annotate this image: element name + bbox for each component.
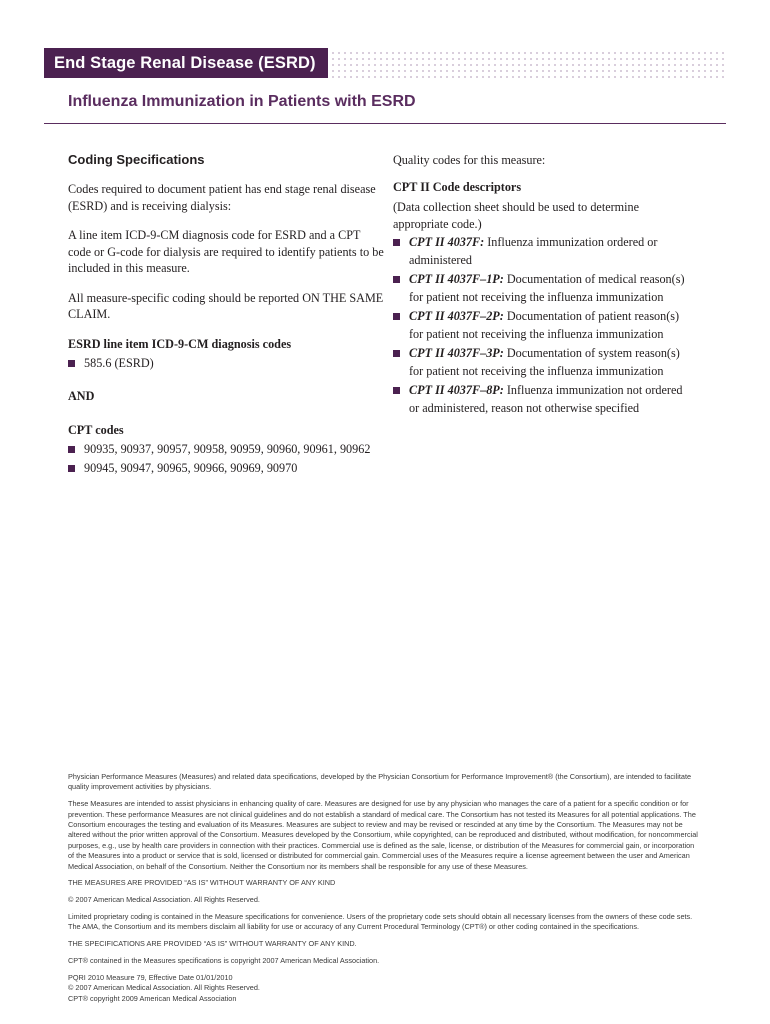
square-bullet-icon: [393, 350, 400, 357]
left-column: [68, 152, 386, 493]
footer-paragraph: CPT® contained in the Measures specifications is copyright 2007 American Medical Association.: [68, 956, 380, 966]
list-item: [393, 234, 693, 269]
descriptors-heading: CPT II Code descriptors: [393, 179, 522, 194]
footer-paragraph: These Measures are intended to assist physicians in enhancing quality of care. Measures are designed for use by any physician who manages the care of a patient for a specific condition or for prevention. These performance Measures are not clinical guidelines and do not establish a standard of medical care. The Consortium has not tested its Measures for all potential applications. The Consortium encourages the testing and evaluation of its Measures. Measures are subject to review and may be revised or rescinded at any time by the Consortium. The Measures may not be altered without the prior written approval of the Consortium. Measures developed by the Consortium, while copyrighted, can be reproduced and distributed, without modification, for noncommercial purposes, e.g., use by health care providers in connection with their practices. Commercial use is defined as the sale, license, or distribution of the Measures for commercial gain, or incorporation of the Measures into a product or service that is sold, licensed or distributed for commercial gain. Commercial uses of the Measures require a license agreement between the user and American Medical Association, on behalf of the Consortium. Neither the Consortium nor its members shall be responsible for any use of these Measures.: [68, 799, 698, 871]
and-conjunction: AND: [68, 388, 95, 403]
footer-measure-info: PQRI 2010 Measure 79, Effective Date 01/01/2010: [68, 972, 233, 982]
code-description: Documentation of medical reason(s) for patient not receiving the influenza immunization: [409, 272, 685, 304]
code-id: CPT II 4037F–3P:: [409, 346, 504, 360]
coding-specifications-heading: Coding Specifications: [68, 152, 205, 167]
code-id: CPT II 4037F–2P:: [409, 309, 504, 323]
footer-copyright: © 2007 American Medical Association. All Rights Reserved.: [68, 983, 260, 993]
footer-paragraph: THE SPECIFICATIONS ARE PROVIDED “AS IS” WITHOUT WARRANTY OF ANY KIND.: [68, 939, 357, 949]
list-item-text: 90945, 90947, 90965, 90966, 90969, 90970: [84, 460, 298, 475]
square-bullet-icon: [68, 360, 75, 367]
square-bullet-icon: [393, 313, 400, 320]
cpt2-codes-list: [393, 234, 693, 417]
same-claim-paragraph: All measure-specific coding should be reported ON THE SAME CLAIM.: [68, 290, 384, 321]
code-id: CPT II 4037F:: [409, 235, 485, 249]
list-item: [393, 308, 693, 343]
document-title: Influenza Immunization in Patients with ESRD: [68, 93, 416, 110]
code-description: Influenza immunization not ordered or administered, reason not otherwise specified: [409, 383, 683, 415]
list-item-text: 90935, 90937, 90957, 90958, 90959, 90960, 90961, 90962: [84, 442, 371, 456]
square-bullet-icon: [68, 465, 75, 472]
list-item-text: 585.6 (ESRD): [84, 356, 154, 370]
icd-codes-list: [68, 355, 386, 373]
list-item: [393, 345, 693, 380]
square-bullet-icon: [393, 239, 400, 246]
code-id: CPT II 4037F–1P:: [409, 272, 504, 286]
footer-paragraph: THE MEASURES ARE PROVIDED “AS IS” WITHOUT WARRANTY OF ANY KIND: [68, 878, 336, 888]
codes-required-paragraph: Codes required to document patient has end stage renal disease (ESRD) and is receiving dialysis:: [68, 182, 376, 213]
list-item: [393, 382, 693, 417]
footer-disclaimer: [68, 772, 700, 1004]
square-bullet-icon: [393, 276, 400, 283]
line-item-paragraph: A line item ICD-9-CM diagnosis code for ESRD and a CPT code or G-code for dialysis are required to identify patients to be included in this measure.: [68, 228, 384, 275]
footer-paragraph: © 2007 American Medical Association. All Rights Reserved.: [68, 895, 260, 905]
cpt-codes-heading: CPT codes: [68, 422, 124, 437]
footer-cpt-copyright: CPT® copyright 2009 American Medical Association: [68, 993, 237, 1003]
list-item: [68, 441, 386, 459]
section-banner: [44, 48, 726, 78]
list-item: [393, 271, 693, 306]
code-description: Influenza immunization ordered or administered: [409, 235, 658, 267]
cpt-codes-list: [68, 441, 386, 477]
footer-paragraph: Physician Performance Measures (Measures) and related data specifications, developed by the Physician Consortium for Performance Improvement® (the Consortium), are intended to facilitate quality improvement activities by physicians.: [68, 772, 692, 792]
banner-title: End Stage Renal Disease (ESRD): [44, 48, 328, 78]
code-description: Documentation of system reason(s) for patient not receiving the influenza immunization: [409, 346, 680, 378]
descriptors-note: (Data collection sheet should be used to determine appropriate code.): [393, 200, 640, 231]
footer-paragraph: Limited proprietary coding is contained in the Measure specifications for convenience. Users of the proprietary code sets should obtain all necessary licenses from the owners of these code sets. The AMA, the Consortium and its members disclaim all liability for use or accuracy of any Current Procedural Terminology (CPT®) or other coding contained in the specifications.: [68, 912, 693, 932]
icd-codes-heading: ESRD line item ICD-9-CM diagnosis codes: [68, 336, 292, 351]
code-id: CPT II 4037F–8P:: [409, 383, 504, 397]
list-item: [68, 460, 386, 478]
right-column: [393, 152, 693, 433]
banner-dot-pattern: [328, 48, 726, 78]
title-divider: [44, 123, 726, 124]
square-bullet-icon: [68, 446, 75, 453]
square-bullet-icon: [393, 387, 400, 394]
quality-codes-intro: Quality codes for this measure:: [393, 153, 546, 167]
code-description: Documentation of patient reason(s) for patient not receiving the influenza immunization: [409, 309, 680, 341]
list-item: [68, 355, 386, 373]
